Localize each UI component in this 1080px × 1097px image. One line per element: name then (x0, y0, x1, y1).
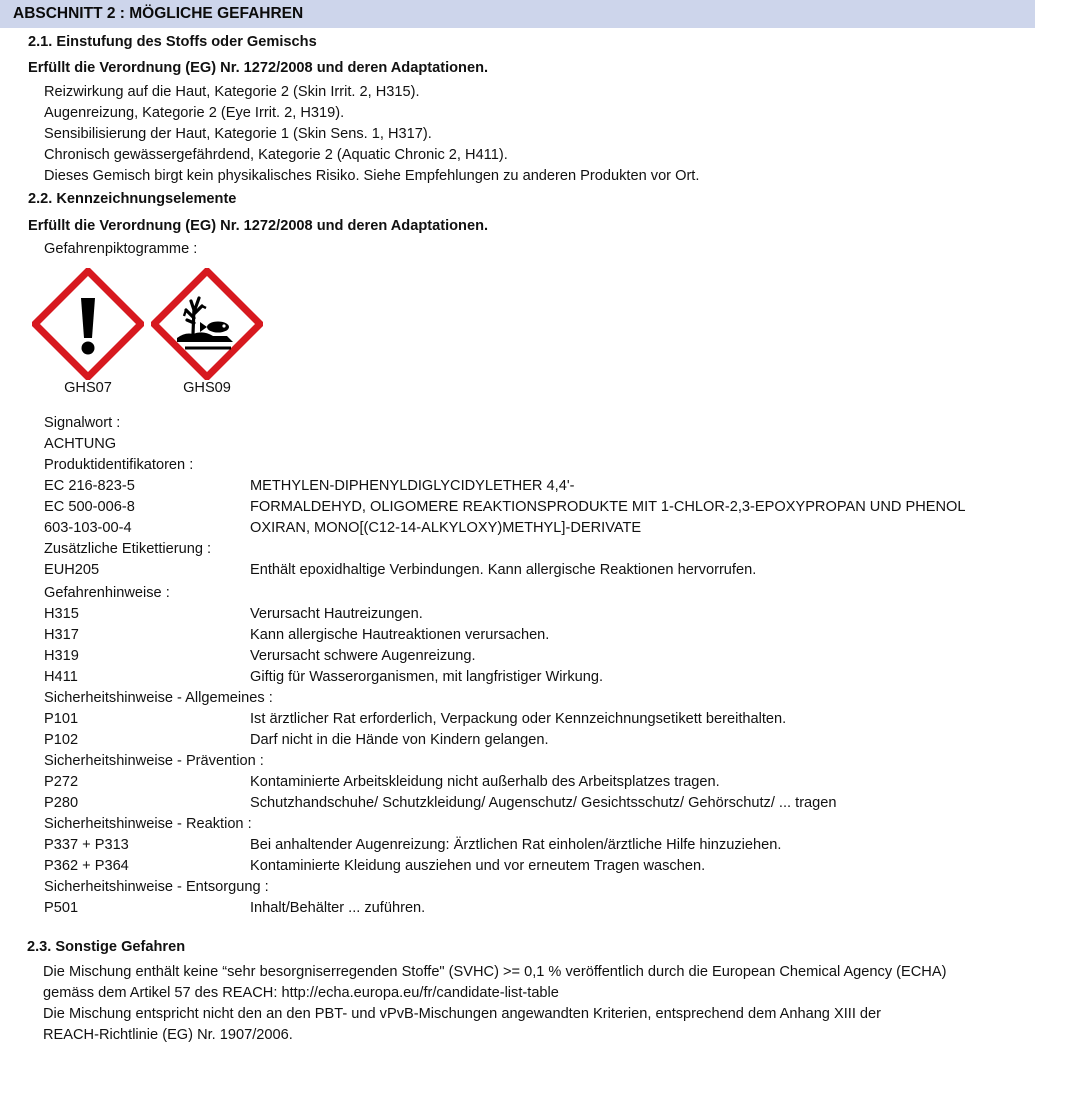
statement-text: Kontaminierte Arbeitskleidung nicht außerhalb des Arbeitsplatzes tragen. (250, 774, 720, 790)
statement-text: Enthält epoxidhaltige Verbindungen. Kann allergische Reaktionen hervorrufen. (250, 562, 757, 578)
statement-code: P337 + P313 (44, 837, 129, 853)
reaction-label: Sicherheitshinweise - Reaktion : (44, 816, 252, 832)
statement-code: P101 (44, 711, 79, 727)
hazard-label: Gefahrenhinweise : (44, 585, 170, 601)
other-hazards-line: Die Mischung entspricht nicht den an den PBT- und vPvB-Mischungen angewandten Kriterien, entsprechend dem Anhang XIII der (43, 1006, 882, 1022)
statement-text: Verursacht schwere Augenreizung. (250, 648, 476, 664)
classification-line: Sensibilisierung der Haut, Kategorie 1 (Skin Sens. 1, H317). (44, 126, 432, 142)
section-2-1-title: 2.1. Einstufung des Stoffs oder Gemischs (28, 34, 317, 50)
statement-text: Kontaminierte Kleidung ausziehen und vor erneutem Tragen waschen. (250, 858, 706, 874)
statement-code: P272 (44, 774, 79, 790)
statement-text: Kann allergische Hautreaktionen verursachen. (250, 627, 550, 643)
product-id-name: OXIRAN, MONO[(C12-14-ALKYLOXY)METHYL]-DERIVATE (250, 520, 642, 536)
section-2-2-regulation: Erfüllt die Verordnung (EG) Nr. 1272/2008 und deren Adaptationen. (28, 218, 489, 234)
other-hazards-line: Die Mischung enthält keine “sehr besorgniserregenden Stoffe" (SVHC) >= 0,1 % veröffentlich durch die European Chemical Agency (ECHA) (43, 964, 947, 980)
product-ids-label: Produktidentifikatoren : (44, 457, 194, 473)
section-header: ABSCHNITT 2 : MÖGLICHE GEFAHREN (0, 0, 1035, 28)
section-2-1-regulation: Erfüllt die Verordnung (EG) Nr. 1272/2008 und deren Adaptationen. (28, 60, 489, 76)
product-id-code: 603-103-00-4 (44, 520, 132, 536)
classification-line: Augenreizung, Kategorie 2 (Eye Irrit. 2, H319). (44, 105, 345, 121)
statement-text: Verursacht Hautreizungen. (250, 606, 423, 622)
classification-line: Reizwirkung auf die Haut, Kategorie 2 (Skin Irrit. 2, H315). (44, 84, 420, 100)
classification-line: Chronisch gewässergefährdend, Kategorie 2 (Aquatic Chronic 2, H411). (44, 147, 508, 163)
statement-text: Ist ärztlicher Rat erforderlich, Verpackung oder Kennzeichnungsetikett bereithalten. (250, 711, 787, 727)
statement-code: P362 + P364 (44, 858, 129, 874)
prevention-label: Sicherheitshinweise - Prävention : (44, 753, 264, 769)
statement-code: H315 (44, 606, 79, 622)
environment-hazard-icon (151, 268, 263, 380)
product-id-name: FORMALDEHYD, OLIGOMERE REAKTIONSPRODUKTE MIT 1-CHLOR-2,3-EPOXYPROPAN UND PHENOL (250, 499, 966, 515)
classification-line: Dieses Gemisch birgt kein physikalisches Risiko. Siehe Empfehlungen zu anderen Produkten vor Ort. (44, 168, 700, 184)
pictogram-label: Gefahrenpiktogramme : (44, 241, 198, 257)
statement-text: Bei anhaltender Augenreizung: Ärztlichen Rat einholen/ärztliche Hilfe hinzuziehen. (250, 837, 782, 853)
pictogram-code: GHS09 (183, 380, 231, 396)
signal-word: ACHTUNG (44, 436, 117, 452)
product-id-code: EC 500-006-8 (44, 499, 135, 515)
statement-code: P102 (44, 732, 79, 748)
section-2-3-title: 2.3. Sonstige Gefahren (27, 939, 186, 955)
statement-code: H411 (44, 669, 78, 685)
other-hazards-line: REACH-Richtlinie (EG) Nr. 1907/2006. (43, 1027, 293, 1043)
other-hazards-line: gemäss dem Artikel 57 des REACH: http://echa.europa.eu/fr/candidate-list-table (43, 985, 559, 1001)
extra-label: Zusätzliche Etikettierung : (44, 541, 212, 557)
statement-text: Darf nicht in die Hände von Kindern gelangen. (250, 732, 549, 748)
general-label: Sicherheitshinweise - Allgemeines : (44, 690, 273, 706)
exclamation-mark-icon (32, 268, 144, 380)
pictogram-code: GHS07 (64, 380, 112, 396)
statement-code: H317 (44, 627, 79, 643)
product-id-code: EC 216-823-5 (44, 478, 135, 494)
statement-text: Inhalt/Behälter ... zuführen. (250, 900, 426, 916)
statement-text: Giftig für Wasserorganismen, mit langfristiger Wirkung. (250, 669, 604, 685)
statement-code: H319 (44, 648, 79, 664)
signal-word-label: Signalwort : (44, 415, 121, 431)
section-2-2-title: 2.2. Kennzeichnungselemente (28, 191, 237, 207)
statement-code: EUH205 (44, 562, 100, 578)
disposal-label: Sicherheitshinweise - Entsorgung : (44, 879, 269, 895)
statement-text: Schutzhandschuhe/ Schutzkleidung/ Augenschutz/ Gesichtsschutz/ Gehörschutz/ ... tragen (250, 795, 837, 811)
product-id-name: METHYLEN-DIPHENYLDIGLYCIDYLETHER 4,4'- (250, 478, 575, 494)
statement-code: P280 (44, 795, 79, 811)
statement-code: P501 (44, 900, 79, 916)
